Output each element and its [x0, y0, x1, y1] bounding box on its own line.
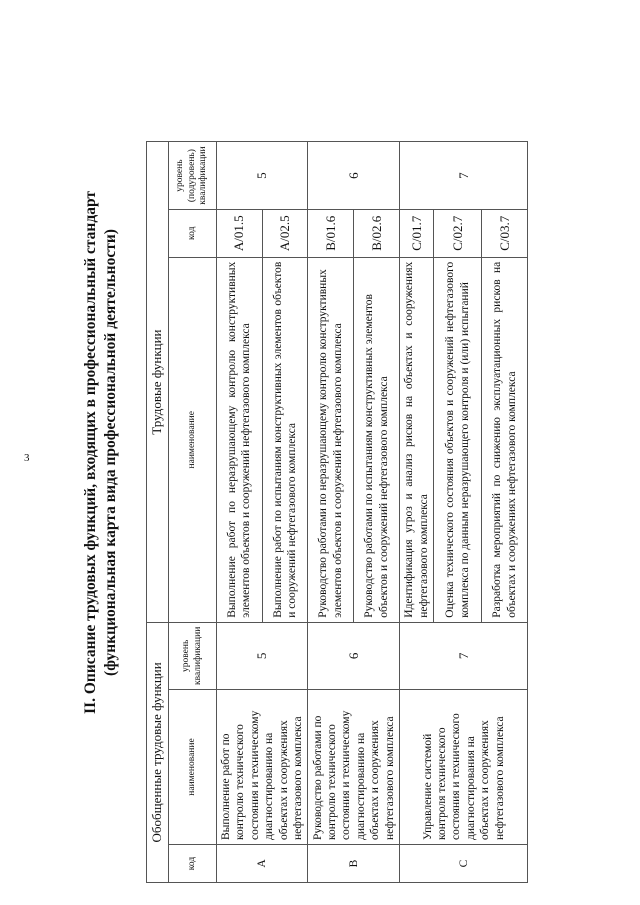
group-name: Управление системой контроля технического состояния и технического диагностирования на объектах и сооружениях нефтегазового комплекса — [400, 690, 528, 845]
function-sublevel: 6 — [308, 142, 400, 209]
function-code: A/01.5 — [217, 209, 263, 257]
function-code: C/01.7 — [400, 209, 434, 257]
col-name-header: наименование — [169, 690, 217, 845]
section-title: II. Описание трудовых функций, входящих в профессиональный стандарт — [82, 191, 99, 714]
table-row — [308, 142, 354, 883]
group-name: Выполнение работ по контролю технического состояния и техническому диагностированию на объектах и сооружениях нефтегазового комплекса — [217, 690, 308, 845]
group-level: 6 — [308, 622, 400, 689]
function-code: C/02.7 — [434, 209, 482, 257]
function-name: Разработка мероприятий по снижению эксплуатационных рисков на объектах и сооружениях нефтегазового комплекса — [482, 257, 528, 622]
header-columns-row — [169, 142, 217, 883]
section-subtitle: (функциональная карта вида профессиональной деятельности) — [102, 229, 119, 676]
group-code: B — [308, 845, 400, 883]
function-name: Оценка технического состояния объектов и сооружений нефтегазового комплекса по данным неразрушающего контроля и (или) испытаний — [434, 257, 482, 622]
function-name: Руководство работами по испытаниям конструктивных элементов объектов и сооружений нефтегазового комплекса — [354, 257, 400, 622]
function-name: Руководство работами по неразрушающему контролю конструктивных элементов объектов и сооружений нефтегазового комплекса — [308, 257, 354, 622]
group-code: A — [217, 845, 308, 883]
page-number: 3 — [24, 452, 30, 464]
group-level: 7 — [400, 622, 528, 689]
table-row — [217, 142, 263, 883]
header-group-row — [147, 142, 169, 883]
col-code-header: код — [169, 845, 217, 883]
function-sublevel: 7 — [400, 142, 528, 209]
function-code: B/02.6 — [354, 209, 400, 257]
generalized-functions-header: Обобщенные трудовые функции — [147, 622, 169, 882]
table-row — [400, 142, 434, 883]
functional-map-table — [146, 141, 528, 883]
group-name: Руководство работами по контролю технического состояния и техническому диагностированию на объектах и сооружениях нефтегазового комплекса — [308, 690, 400, 845]
function-code: A/02.5 — [262, 209, 308, 257]
group-code: C — [400, 845, 528, 883]
function-code: B/01.6 — [308, 209, 354, 257]
col-function-code-header: код — [169, 209, 217, 257]
function-name: Идентификация угроз и анализ рисков на объектах и сооружениях нефтегазового комплекса — [400, 257, 434, 622]
col-level-header: уровень квалификации — [169, 622, 217, 689]
function-code: C/03.7 — [482, 209, 528, 257]
function-sublevel: 5 — [217, 142, 308, 209]
labor-functions-header: Трудовые функции — [147, 142, 169, 622]
function-name: Выполнение работ по испытаниям конструктивных элементов объектов и сооружений нефтегазового комплекса — [262, 257, 308, 622]
col-sublevel-header: уровень (подуровень) квалификации — [169, 142, 217, 209]
col-function-name-header: наименование — [169, 257, 217, 622]
group-level: 5 — [217, 622, 308, 689]
function-name: Выполнение работ по неразрушающему контролю конструктивных элементов объектов и сооружений нефтегазового комплекса — [217, 257, 263, 622]
